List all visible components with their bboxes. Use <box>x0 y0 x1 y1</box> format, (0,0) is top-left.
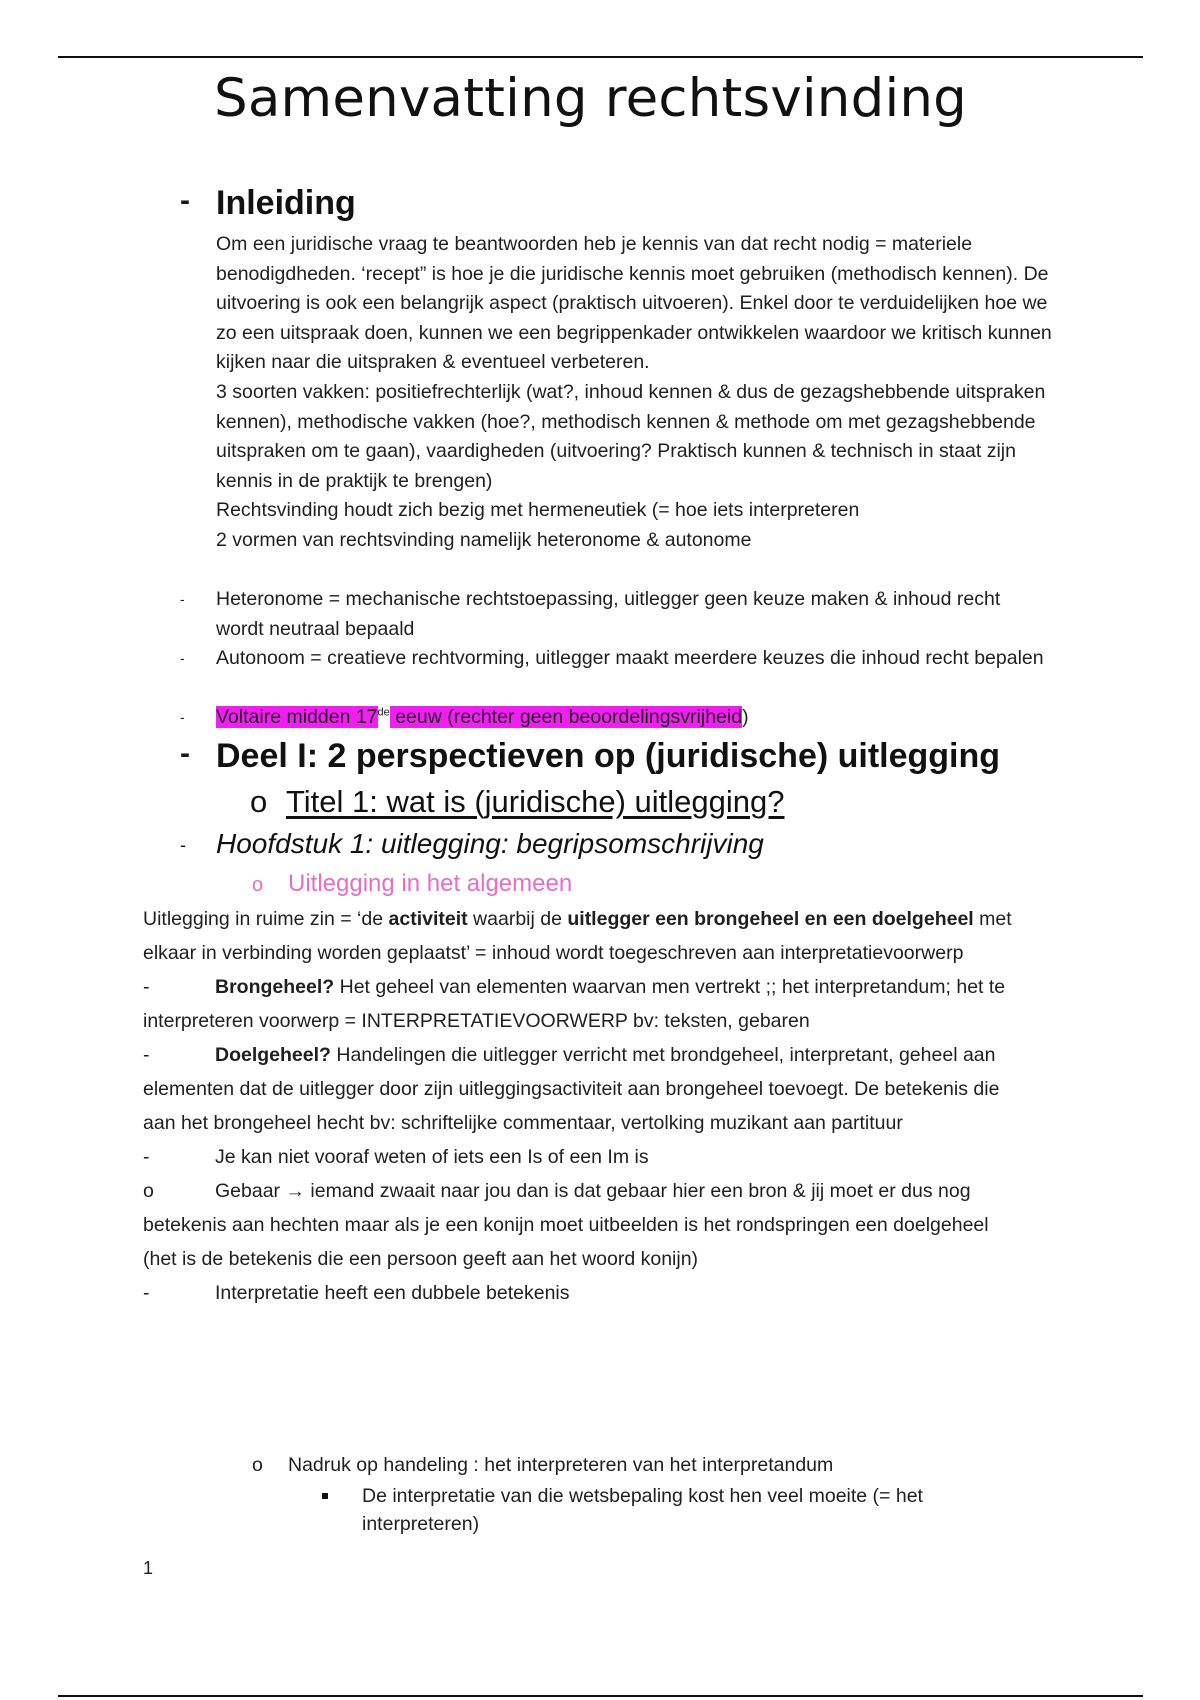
bullet-dash: - <box>143 976 150 998</box>
list-item-text: Heteronome = mechanische rechtstoepassing, uitlegger geen keuze maken & inhoud recht wordt neutraal bepaald <box>216 588 1001 640</box>
circle-bullet: o <box>252 1454 263 1476</box>
bullet-dash: - <box>180 709 185 725</box>
arrow-icon: → <box>285 1180 305 1202</box>
paragraph <box>143 1276 1023 1310</box>
titel-heading <box>250 784 785 820</box>
inleiding-body <box>216 230 1056 556</box>
hoofdstuk-text: Hoofdstuk 1: uitlegging: begripsomschrijving <box>216 828 764 859</box>
bullet-dash: - <box>143 1282 150 1304</box>
circle-bullet: o <box>250 784 268 819</box>
paragraph <box>143 970 1023 1038</box>
paragraph <box>143 902 1023 970</box>
list-item-text: Autonoom = creatieve rechtvorming, uitlegger maakt meerdere keuzes die inhoud recht bepalen <box>216 647 1044 669</box>
bullet-dash: - <box>143 1146 150 1168</box>
inleiding-paragraph: 2 vormen van rechtsvinding namelijk heteronome & autonome <box>216 528 752 551</box>
heading-dash: - <box>180 184 190 217</box>
list-item-text: De interpretatie van die wetsbepaling kost hen veel moeite (= het interpreteren) <box>362 1485 923 1535</box>
document-title: Samenvatting rechtsvinding <box>214 68 967 129</box>
bold-term: Brongeheel? <box>215 976 335 998</box>
heading-deel: Deel I: 2 perspectieven op (juridische) uitlegging <box>216 737 1001 775</box>
text-run: waarbij de <box>467 908 568 930</box>
text-run: iemand zwaait naar jou dan is dat gebaar hier een bron & jij moet er dus nog betekenis aan hechten maar als je een konijn moet uitbeelden is het rondspringen een doelgeheel (het is de betekenis die een persoon geeft aan het woord konijn) <box>143 1180 989 1270</box>
titel-text: Titel 1: wat is (juridische) uitlegging? <box>286 784 785 819</box>
list-item-level3 <box>322 1482 1022 1538</box>
text-run: met elkaar in verbinding worden geplaatst’ = inhoud wordt toegeschreven aan interpretatievoorwerp <box>143 908 1012 964</box>
circle-bullet: o <box>143 1180 154 1202</box>
subsection-text: Uitlegging in het algemeen <box>288 870 573 897</box>
highlight-part: Voltaire midden 17 <box>216 706 378 728</box>
inleiding-paragraph: Om een juridische vraag te beantwoorden heb je kennis van dat recht nodig = materiele benodigdheden. ‘recept” is hoe je die juridische kennis moet gebruiken (methodisch kennen). De uitvoering is ook een belangrijk aspect (praktisch uitvoeren). Enkel door te verduidelijken hoe we zo een uitspraak doen, kunnen we een begrippenkader ontwikkelen waardoor we kritisch kunnen kijken naar die uitspraken & eventueel verbeteren. <box>216 233 1052 374</box>
bullet-dash: - <box>143 1044 150 1066</box>
text-run: Uitlegging in ruime zin = ‘de <box>143 908 389 930</box>
text-run: Gebaar <box>215 1180 286 1202</box>
bullet-dash: - <box>180 650 185 666</box>
subsection-heading <box>252 870 572 898</box>
text-run: Interpretatie heeft een dubbele betekenis <box>215 1282 570 1304</box>
paragraph <box>143 1174 1023 1276</box>
paragraph <box>143 1140 1023 1174</box>
page-number: 1 <box>143 1558 154 1578</box>
bold-term: uitlegger een brongeheel en een doelgeheel <box>567 908 974 930</box>
text-run: Handelingen die uitlegger verricht met brondgeheel, interpretant, geheel aan elementen dat de uitlegger door zijn uitleggingsactiviteit aan brongeheel toevoegt. De betekenis die aan het brongeheel hecht bv: schriftelijke commentaar, vertolking muzikant aan partituur <box>143 1044 1000 1134</box>
inleiding-paragraph: 3 soorten vakken: positiefrechterlijk (wat?, inhoud kennen & dus de gezagshebbende uitspraken kennen), methodische vakken (hoe?, methodisch kennen & methode om met gezagshebbende uitspraken om te gaan), vaardigheden (uitvoering? Praktisch kunnen & technisch in staat zijn kennis in de praktijk te brengen) <box>216 380 1046 492</box>
hoofdstuk-heading <box>180 828 764 860</box>
paragraph <box>143 1038 1023 1140</box>
text-run: Je kan niet vooraf weten of iets een Is of een Im is <box>215 1146 649 1168</box>
main-body <box>143 902 1023 1310</box>
bullet-dash: - <box>180 591 185 607</box>
closing-paren: ) <box>742 706 749 728</box>
bold-term: Doelgeheel? <box>215 1044 331 1066</box>
top-rule <box>58 56 1143 58</box>
circle-bullet: o <box>252 874 264 896</box>
heading-dash: - <box>180 835 186 856</box>
list-item-text: Nadruk op handeling : het interpreteren van het interpretandum <box>288 1454 834 1476</box>
list-item-level2 <box>252 1450 833 1480</box>
heading-inleiding: Inleiding <box>216 184 356 222</box>
bold-term: activiteit <box>388 908 468 930</box>
square-bullet-icon <box>322 1493 328 1499</box>
heading-dash: - <box>180 737 190 770</box>
inleiding-paragraph: Rechtsvinding houdt zich bezig met hermeneutiek (= hoe iets interpreteren <box>216 499 860 522</box>
superscript: de <box>377 706 390 719</box>
bottom-rule <box>58 1695 1143 1697</box>
highlight-part: eeuw (rechter geen beoordelingsvrijheid <box>389 706 743 728</box>
text-run: Het geheel van elementen waarvan men vertrekt ;; het interpretandum; het te interpreteren voorwerp = INTERPRETATIEVOORWERP bv: teksten, gebaren <box>143 976 1006 1032</box>
highlighted-text <box>216 703 1046 733</box>
